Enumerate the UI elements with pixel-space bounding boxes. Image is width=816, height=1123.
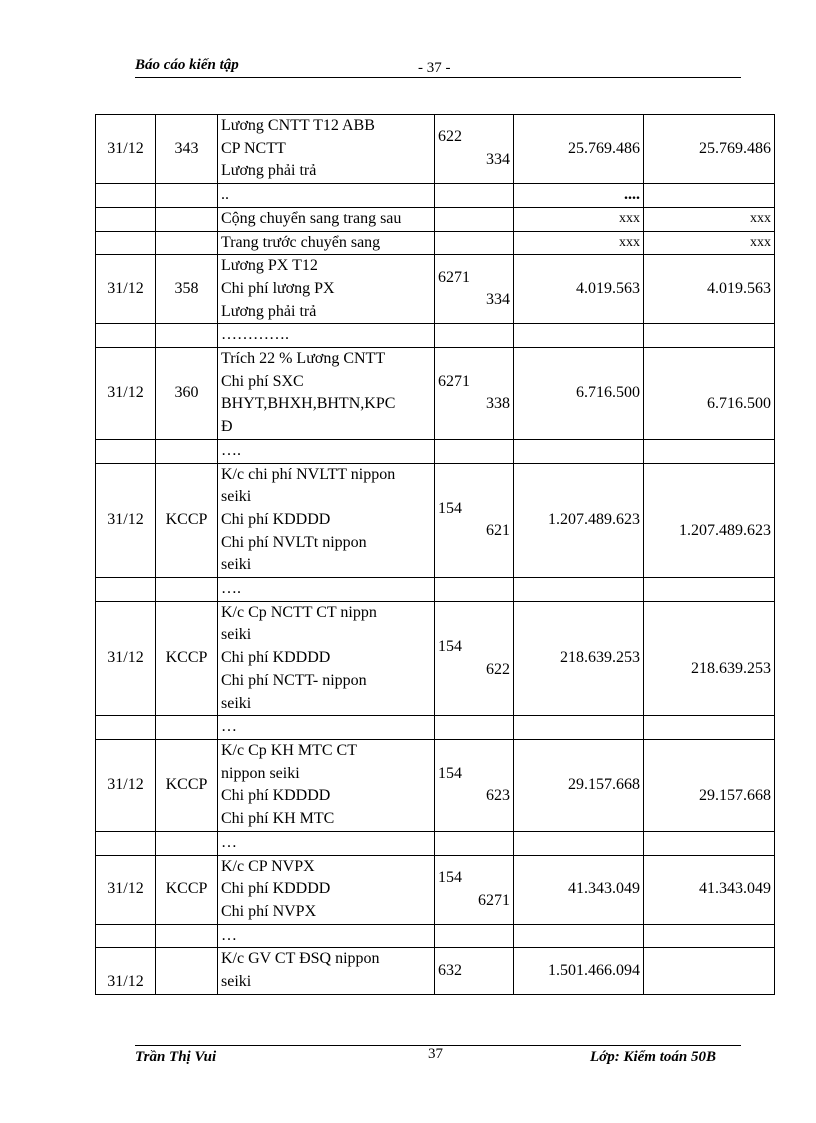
- credit-account: 622: [486, 660, 510, 678]
- debit-amount-cell: 41.343.049: [514, 855, 644, 924]
- footer-page-number: 37: [428, 1046, 443, 1062]
- credit-amount-cell: 4.019.563: [644, 255, 775, 324]
- description-cell: [218, 115, 435, 184]
- credit-account: 6271: [478, 891, 510, 909]
- description-line: BHYT,BHXH,BHTN,KPC: [221, 395, 396, 413]
- date-cell: 31/12: [96, 855, 156, 924]
- debit-amount-cell: 1.207.489.623: [514, 463, 644, 578]
- description-cell: [218, 255, 435, 324]
- voucher-number-cell: 360: [156, 348, 218, 440]
- date-cell: 31/12: [96, 948, 156, 994]
- credit-amount-cell: xxx: [644, 207, 775, 231]
- date-cell: 31/12: [96, 463, 156, 578]
- table-row: [96, 324, 775, 348]
- voucher-number-cell: KCCP: [156, 855, 218, 924]
- account-cell: [435, 348, 514, 440]
- description-line: Chi phí KDDDD: [221, 510, 331, 528]
- debit-account: 6271: [438, 372, 470, 390]
- table-row: [96, 207, 775, 231]
- credit-amount-cell: 218.639.253: [644, 601, 775, 716]
- debit-amount-cell: xxx: [514, 207, 644, 231]
- description-line: Lương PX T12: [221, 257, 318, 275]
- debit-amount-cell: 4.019.563: [514, 255, 644, 324]
- debit-amount-cell: 6.716.500: [514, 348, 644, 440]
- description-cell: ..: [218, 184, 435, 208]
- debit-amount-cell: 1.501.466.094: [514, 948, 644, 994]
- table-row: [96, 439, 775, 463]
- debit-amount-cell: 29.157.668: [514, 739, 644, 831]
- voucher-number-cell: 358: [156, 255, 218, 324]
- table-row: [96, 463, 775, 578]
- table-row: [96, 255, 775, 324]
- description-cell: …: [218, 924, 435, 948]
- description-line: Chi phí SXC: [221, 372, 304, 390]
- credit-amount-cell: 25.769.486: [644, 115, 775, 184]
- debit-account: 154: [438, 764, 462, 782]
- description-cell: ………….: [218, 324, 435, 348]
- credit-account: 334: [486, 291, 510, 309]
- journal-table: [95, 114, 775, 995]
- table-row: [96, 348, 775, 440]
- table-row: [96, 948, 775, 994]
- voucher-number-cell: KCCP: [156, 601, 218, 716]
- class-label: Lớp: Kiểm toán 50B: [590, 1049, 716, 1065]
- description-line: Chi phí KDDDD: [221, 787, 331, 805]
- date-cell: 31/12: [96, 601, 156, 716]
- description-cell: [218, 948, 435, 994]
- description-cell: [218, 601, 435, 716]
- description-line: Đ: [221, 418, 233, 436]
- table-row: [96, 924, 775, 948]
- debit-account: 622: [438, 128, 462, 146]
- account-cell: [435, 855, 514, 924]
- table-row: [96, 855, 775, 924]
- debit-account: 154: [438, 499, 462, 517]
- description-line: Chi phí lương PX: [221, 279, 335, 297]
- account-cell: [435, 601, 514, 716]
- table-row: [96, 115, 775, 184]
- description-line: K/c GV CT ĐSQ nippon: [221, 950, 380, 968]
- table-row: [96, 739, 775, 831]
- credit-account: 338: [486, 395, 510, 413]
- description-cell: Cộng chuyển sang trang sau: [218, 207, 435, 231]
- debit-amount-cell: xxx: [514, 231, 644, 255]
- date-cell: 31/12: [96, 739, 156, 831]
- description-line: nippon seiki: [221, 764, 300, 782]
- credit-amount-cell: 29.157.668: [644, 739, 775, 831]
- table-row: [96, 601, 775, 716]
- date-cell: 31/12: [96, 348, 156, 440]
- header-divider: [135, 77, 741, 78]
- credit-amount-cell: 41.343.049: [644, 855, 775, 924]
- credit-amount-cell: 6.716.500: [644, 348, 775, 440]
- description-line: seiki: [221, 694, 252, 712]
- account-cell: [435, 255, 514, 324]
- credit-account: 334: [486, 151, 510, 169]
- description-line: Chi phí NCTT- nippon: [221, 671, 367, 689]
- description-line: K/c Cp NCTT CT nippn: [221, 603, 377, 621]
- description-cell: [218, 463, 435, 578]
- credit-account: 623: [486, 787, 510, 805]
- table-row: [96, 831, 775, 855]
- voucher-number-cell: KCCP: [156, 739, 218, 831]
- description-line: Chi phí KDDDD: [221, 649, 331, 667]
- description-line: Lương phải trả: [221, 302, 317, 320]
- debit-amount-cell: 218.639.253: [514, 601, 644, 716]
- description-line: seiki: [221, 973, 252, 991]
- voucher-number-cell: KCCP: [156, 463, 218, 578]
- description-line: Lương CNTT T12 ABB: [221, 117, 375, 134]
- description-cell: [218, 348, 435, 440]
- description-line: K/c Cp KH MTC CT: [221, 741, 357, 759]
- description-line: Chi phí KH MTC: [221, 810, 335, 828]
- credit-amount-cell: 1.207.489.623: [644, 463, 775, 578]
- description-line: seiki: [221, 488, 252, 506]
- description-line: Chi phí NVPX: [221, 902, 317, 920]
- debit-account: 632: [438, 961, 462, 979]
- table-row: [96, 184, 775, 208]
- author-name: Trần Thị Vui: [135, 1049, 217, 1065]
- description-line: seiki: [221, 626, 252, 644]
- description-cell: Trang trước chuyển sang: [218, 231, 435, 255]
- description-cell: [218, 739, 435, 831]
- description-cell: …: [218, 831, 435, 855]
- description-cell: ….: [218, 578, 435, 602]
- description-line: seiki: [221, 556, 252, 574]
- description-line: Chi phí NVLTt nippon: [221, 533, 367, 551]
- debit-amount-cell: ....: [514, 184, 644, 208]
- description-cell: [218, 855, 435, 924]
- voucher-number-cell: 343: [156, 115, 218, 184]
- account-cell: [435, 948, 514, 994]
- description-cell: …: [218, 716, 435, 740]
- date-cell: 31/12: [96, 255, 156, 324]
- description-line: Lương phải trả: [221, 162, 317, 180]
- description-line: Chi phí KDDDD: [221, 880, 331, 898]
- report-title: Báo cáo kiến tập: [135, 57, 239, 73]
- credit-account: 621: [486, 522, 510, 540]
- account-cell: [435, 739, 514, 831]
- description-line: K/c CP NVPX: [221, 857, 315, 875]
- debit-amount-cell: 25.769.486: [514, 115, 644, 184]
- account-cell: [435, 115, 514, 184]
- debit-account: 6271: [438, 268, 470, 286]
- description-line: K/c chi phí NVLTT nippon: [221, 465, 396, 483]
- table-row: [96, 578, 775, 602]
- debit-account: 154: [438, 637, 462, 655]
- credit-amount-cell: xxx: [644, 231, 775, 255]
- table-row: [96, 716, 775, 740]
- header-page-number: - 37 -: [418, 60, 451, 76]
- debit-account: 154: [438, 868, 462, 886]
- description-line: CP NCTT: [221, 139, 286, 157]
- date-cell: 31/12: [96, 115, 156, 184]
- account-cell: [435, 463, 514, 578]
- description-cell: ….: [218, 439, 435, 463]
- description-line: Trích 22 % Lương CNTT: [221, 350, 386, 368]
- table-row: [96, 231, 775, 255]
